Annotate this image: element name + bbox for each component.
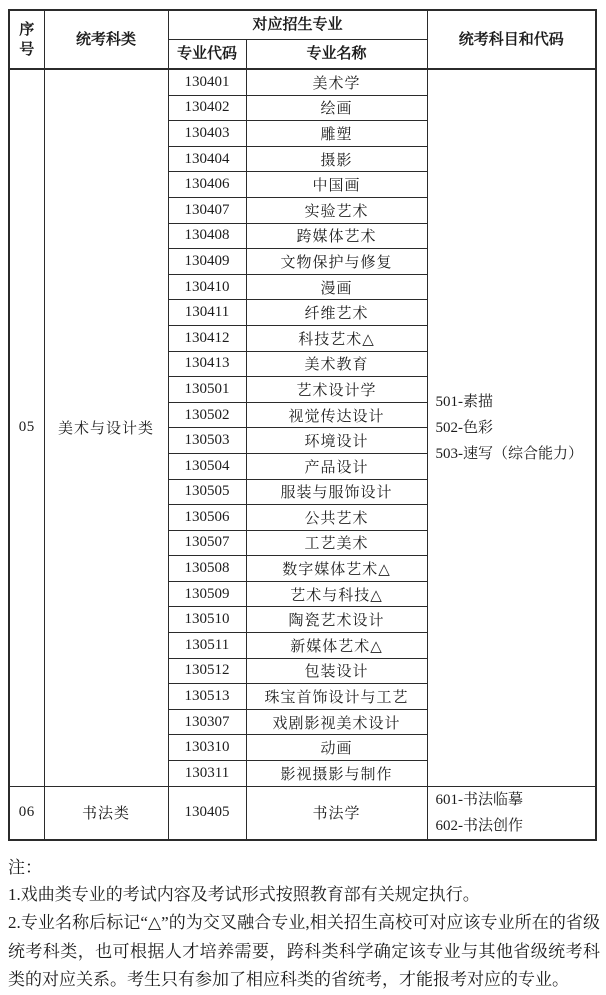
major-name-cell: 艺术与科技△: [246, 581, 427, 607]
major-name-cell: 摄影: [246, 146, 427, 172]
majors-table-body: [9, 69, 596, 840]
table-row: [9, 69, 596, 95]
exam-majors-table: [8, 9, 597, 841]
major-code-cell: 130501: [168, 377, 246, 403]
serial-number-cell: 06: [9, 786, 44, 840]
major-code-cell: 130409: [168, 249, 246, 275]
major-code-cell: 130504: [168, 453, 246, 479]
exam-subjects-cell: [427, 786, 596, 840]
major-code-cell: 130402: [168, 95, 246, 121]
subject-line: 502-色彩: [435, 419, 494, 436]
major-code-cell: 130406: [168, 172, 246, 198]
major-code-cell: 130408: [168, 223, 246, 249]
major-name-cell: 环境设计: [246, 428, 427, 454]
major-code-cell: 130307: [168, 709, 246, 735]
major-code-cell: 130412: [168, 325, 246, 351]
major-name-cell: 影视摄影与制作: [246, 761, 427, 787]
major-name-cell: 文物保护与修复: [246, 249, 427, 275]
major-code-cell: 130410: [168, 274, 246, 300]
major-code-cell: 130407: [168, 197, 246, 223]
subject-line: 501-素描: [435, 393, 494, 410]
table-header: [9, 10, 596, 69]
major-name-cell: 产品设计: [246, 453, 427, 479]
header-serial-number: 序号: [9, 10, 44, 69]
major-code-cell: 130507: [168, 530, 246, 556]
major-name-cell: 中国画: [246, 172, 427, 198]
major-name-cell: 服装与服饰设计: [246, 479, 427, 505]
header-enrollment-majors-group: 对应招生专业: [168, 10, 427, 40]
major-name-cell: 工艺美术: [246, 530, 427, 556]
major-code-cell: 130512: [168, 658, 246, 684]
major-name-cell: 艺术设计学: [246, 377, 427, 403]
table-row: [9, 786, 596, 840]
major-name-cell: 数字媒体艺术△: [246, 556, 427, 582]
subject-line: 503-速写（综合能力）: [435, 445, 584, 462]
subject-line: 602-书法创作: [435, 817, 524, 834]
header-major-name: 专业名称: [246, 40, 427, 70]
subject-line: 601-书法临摹: [435, 791, 524, 808]
major-code-cell: 130506: [168, 505, 246, 531]
major-name-cell: 美术教育: [246, 351, 427, 377]
major-name-cell: 陶瓷艺术设计: [246, 607, 427, 633]
major-name-cell: 实验艺术: [246, 197, 427, 223]
major-name-cell: 雕塑: [246, 121, 427, 147]
major-code-cell: 130401: [168, 69, 246, 95]
header-exam-subjects-codes: 统考科目和代码: [427, 10, 596, 69]
header-exam-category: 统考科类: [44, 10, 168, 69]
exam-category-cell: 书法类: [44, 786, 168, 840]
major-name-cell: 漫画: [246, 274, 427, 300]
major-name-cell: 戏剧影视美术设计: [246, 709, 427, 735]
major-code-cell: 130511: [168, 633, 246, 659]
major-code-cell: 130404: [168, 146, 246, 172]
major-code-cell: 130411: [168, 300, 246, 326]
serial-number-cell: 05: [9, 69, 44, 786]
major-code-cell: 130513: [168, 684, 246, 710]
major-code-cell: 130503: [168, 428, 246, 454]
notes-section: [8, 854, 600, 995]
major-name-cell: 包装设计: [246, 658, 427, 684]
major-name-cell: 科技艺术△: [246, 325, 427, 351]
note-item-1: 1.戏曲类专业的考试内容及考试形式按照教育部有关规定执行。: [8, 884, 480, 904]
major-code-cell: 130508: [168, 556, 246, 582]
major-name-cell: 新媒体艺术△: [246, 633, 427, 659]
notes-label: 注：: [8, 857, 42, 877]
major-name-cell: 绘画: [246, 95, 427, 121]
major-name-cell: 书法学: [246, 786, 427, 840]
exam-subjects-cell: [427, 69, 596, 786]
major-code-cell: 130311: [168, 761, 246, 787]
header-major-code: 专业代码: [168, 40, 246, 70]
note-item-2: 2.专业名称后标记“△”的为交叉融合专业,相关招生高校可对应该专业所在的省级统考科类，也可根据人才培养需要，跨科类科学确定该专业与其他省级统考科类的对应关系。考生只有参加了相应科类的省统考，才能报考对应的专业。: [8, 913, 600, 990]
major-code-cell: 130310: [168, 735, 246, 761]
major-name-cell: 跨媒体艺术: [246, 223, 427, 249]
major-code-cell: 130413: [168, 351, 246, 377]
major-code-cell: 130505: [168, 479, 246, 505]
major-code-cell: 130502: [168, 402, 246, 428]
major-name-cell: 动画: [246, 735, 427, 761]
major-name-cell: 珠宝首饰设计与工艺: [246, 684, 427, 710]
major-code-cell: 130405: [168, 786, 246, 840]
major-name-cell: 纤维艺术: [246, 300, 427, 326]
major-code-cell: 130510: [168, 607, 246, 633]
major-name-cell: 公共艺术: [246, 505, 427, 531]
major-code-cell: 130509: [168, 581, 246, 607]
major-name-cell: 美术学: [246, 69, 427, 95]
exam-category-cell: 美术与设计类: [44, 69, 168, 786]
major-code-cell: 130403: [168, 121, 246, 147]
major-name-cell: 视觉传达设计: [246, 402, 427, 428]
